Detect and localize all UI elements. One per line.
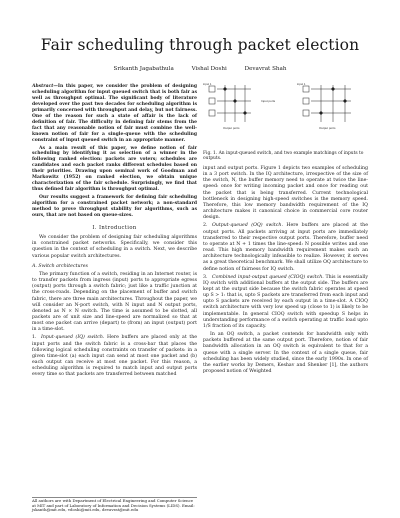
- list-item-text: Here buffers are placed only at the input ports and the switch fabric is a cross-bar that places the following logical scheduling constraints on transfer of packets: in a given time-slot (a) each input can send at most one packet and (b) each output can receive at most one packet. For this reason, a scheduling algorithm is required to match input and output ports every time so that packets are transferred between matched: [32, 335, 197, 378]
- body-paragraph: input and output ports. Figure 1 depicts two examples of scheduling in a 3 port switch. In the IQ architecture, irrespective of the size of the switch, N, the buffer memory need to operate at twice the line-speed: once for writing incoming packet and once for reading out the packet that is being transferred. Current technological bottleneck in designing high-speed switches is the memory speed. Therefore, this low memory bandwidth requirement of the IQ architecture makes it canonical choice in commercial core router design.: [203, 166, 368, 221]
- outputs-label: Output ports: [223, 126, 240, 130]
- body-paragraph: We consider the problem of designing fair scheduling algorithms in constrained packet networks. Specifically, we consider this question in the context of scheduling in a switch. Next, we describe various popular switch architectures.: [32, 235, 197, 259]
- author-name: Devavrat Shah: [244, 66, 287, 72]
- subsection-heading: A. Switch architectures: [32, 263, 88, 269]
- list-item-title: Output-queued (OQ) switch.: [212, 223, 283, 229]
- author-name: Vishal Doshi: [191, 66, 227, 72]
- list-item: 3. Combined input-output queued (CIOQ) switch. This is essentially IQ switch with additional buffers at the output side. The buffers are kept at the output side because the switch fabric operates at speed up S > 1: that is, upto S packets are transferred from each input and upto S packets are received by each output in a time-slot. A CIOQ switch architecture with very low speed up (close to 1) is likely to be implementable. In general CIOQ switch with speedup S helps in understanding performance of a switch operating at traffic load upto 1/S fraction of its capacity.: [203, 274, 368, 329]
- figure-switch-diagram: [203, 82, 368, 144]
- author-footnote: All authors are with Department of Electrical Engineering and Computer Science at MIT and part of Laboratory of Information and Decision Systems (LIDS). Email: jskanth@mit.edu, vdoshi@mit.edu, devavrat@mit.edu: [32, 497, 197, 513]
- list-item-title: Combined input-output queued (CIOQ) switch.: [212, 274, 324, 280]
- list-item: 2. Output-queued (OQ) switch. Here buffers are placed at the output ports. All packets arriving at input ports are immediately transferred to their respective output ports. Therefore, buffer need to operate at N + 1 times the line-speed: N possible writes and one read. This high memory bandwidth requirement makes such an architecture technologically infeasible to realize. However, it serves as a great theoretical benchmark. We shall utilize OQ architecture to define notion of fairness for IQ switch.: [203, 223, 368, 272]
- author-name: Srikanth Jagabathula: [113, 66, 174, 72]
- figure-caption: Fig. 1. An input-queued switch, and two example matchings of inputs to outputs.: [203, 151, 364, 162]
- list-item-text: This is essentially IQ switch with additional buffers at the output side. The buffers are kept at the output side because the switch fabric operates at speed up S > 1: that is, upto S packets are transferred from each input and upto S packets are received by each output in a time-slot. A CIOQ switch architecture with very low speed up (close to 1) is likely to be implementable. In general CIOQ switch with speedup S helps in understanding performance of a switch operating at traffic load upto 1/S fraction of its capacity.: [203, 274, 368, 329]
- right-column: [203, 166, 368, 377]
- author-list: [0, 66, 400, 72]
- list-item-title: Input-queued (IQ) switch.: [41, 335, 105, 341]
- list-item-text: Here buffers are placed at the output ports. All packets arriving at input ports are immediately transferred to their respective output ports. Therefore, buffer need to operate at N + 1 times the line-speed: N possible writes and one read. This high memory bandwidth requirement makes such an architecture technologically infeasible to realize. However, it serves as a great theoretical benchmark. We shall utilize OQ architecture to define notion of fairness for IQ switch.: [203, 223, 368, 272]
- paper-title: Fair scheduling through packet election: [40, 36, 360, 54]
- body-paragraph: In an OQ switch, a packet contends for bandwidth only with packets buffered at the same output port. Therefore, notion of fair bandwidth allocation in an OQ switch is equivalent to that for a queue with a single server. In the context of a single queue, fair scheduling has been widely studied, since the early 1990s. In one of the earlier works by Demers, Keshav and Shenker [1], the authors proposed notion of Weighted: [203, 332, 368, 374]
- list-item: 1. Input-queued (IQ) switch. Here buffers are placed only at the input ports and the switch fabric is a cross-bar that places the following logical scheduling constraints on transfer of packets: in a given time-slot (a) each input can send at most one packet and (b) each output can receive at most one packet. For this reason, a scheduling algorithm is required to match input and output ports every time so that packets are transferred between matched: [32, 335, 197, 378]
- abstract-paragraph: Our results suggest a framework for defining fair scheduling algorithm for a constrained packet network; a non-standard method to prove throughput stability for algorithms, such as ours, that are not based on queue-sizes.: [32, 195, 197, 219]
- port-label: input 1: [203, 82, 212, 86]
- abstract-paragraph: Abstract—In this paper, we consider the problem of designing scheduling algorithm for input queued switch that is both fair as well as throughput optimal. The significant body of literature developed over the past two decades for scheduling algorithm is primarily concerned with throughput and delay, but not fairness. One of the reason for such a state of affair is the lack of definition of fair. The difficulty in defining fair stems from the fact that any reasonable notion of fair must combine the well-known notion of fair for a single-queue with the scheduling constraint of input queued switch in an appropriate manner.: [32, 84, 197, 143]
- abstract-label: Abstract: [32, 84, 54, 89]
- left-column: [32, 84, 197, 381]
- switch-diagram: [203, 82, 368, 144]
- body-paragraph: The primary function of a switch, residing in an Internet router, is to transfer packets from ingress (input) ports to appropriate egress (output) ports through a switch fabric; just like a traffic junction at the cross-roads. Depending on the placement of buffer and switch fabric, there are three main architectures. Throughout the paper, we will consider an N-port switch, with N input and N output ports, denoted as N × N switch. The time is assumed to be slotted, all packets are of unit size and line-speed are normalized so that at most one packet can arrive (depart) to (from) an input (output) port in a time-slot.: [32, 271, 197, 333]
- outputs-label: Output ports: [319, 126, 336, 130]
- abstract: [32, 84, 197, 219]
- switch-example-2: [303, 85, 351, 122]
- port-label: input 1: [297, 82, 306, 86]
- switch-example-1: [209, 85, 251, 122]
- section-heading: I. Introduction: [92, 224, 137, 231]
- inputs-label: Input ports: [261, 99, 276, 103]
- abstract-paragraph: As a main result of this paper, we define notion of fair scheduling by identifying it as selection of a winner in the following ranked election: packets are voters; schedules are candidates and each packet ranks different schedules based on their priorities. Drawing upon seminal work of Goodman and Markowitz (1952) on ranked election, we obtain unique characterization of the fair schedule. Surprisingly, we find that thus defined fair algorithm is throughput optimal.: [32, 145, 197, 193]
